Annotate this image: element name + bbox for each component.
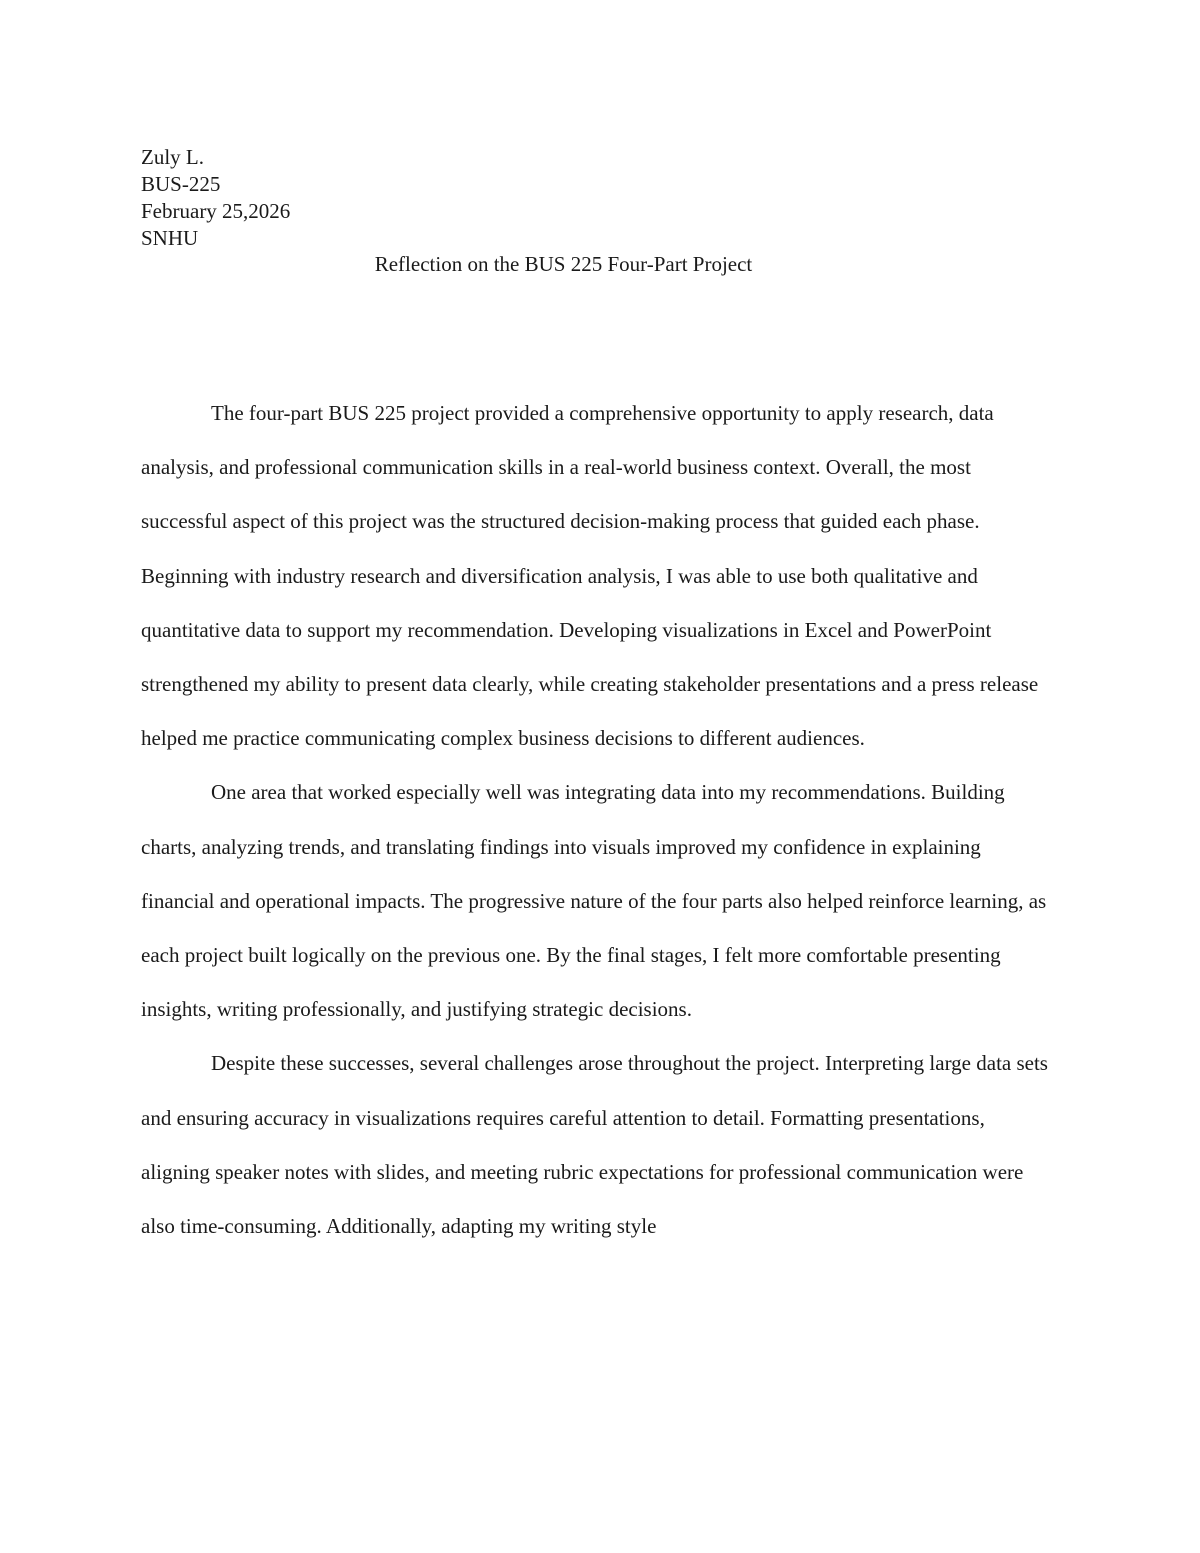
- school-name: SNHU: [141, 226, 199, 250]
- body-paragraph: The four-part BUS 225 project provided a comprehensive opportunity to apply research, data analysis, and professional communication skills in a real-world business context. Overall, the most successful aspect of this project was the structured decision-making process that guided each phase. Beginning with industry research and diversification analysis, I was able to use both qualitative and quantitative data to support my recommendation. Developing visualizations in Excel and PowerPoint strengthened my ability to present data clearly, while creating stakeholder presentations and a press release helped me practice communicating complex business decisions to different audiences.: [141, 401, 1039, 751]
- course-code: BUS-225: [141, 172, 221, 196]
- author-name: Zuly L.: [141, 145, 204, 169]
- document-date: February 25,2026: [141, 199, 291, 223]
- document-body: [141, 386, 1056, 1253]
- body-paragraph: Despite these successes, several challenges arose throughout the project. Interpreting large data sets and ensuring accuracy in visualizations requires careful attention to detail. Formatting presentations, aligning speaker notes with slides, and meeting rubric expectations for professional communication were also time-consuming. Additionally, adapting my writing style: [141, 1051, 1048, 1239]
- document-title: Reflection on the BUS 225 Four-Part Project: [374, 252, 753, 276]
- body-paragraph: One area that worked especially well was integrating data into my recommendations. Building charts, analyzing trends, and translating findings into visuals improved my confidence in explaining financial and operational impacts. The progressive nature of the four parts also helped reinforce learning, as each project built logically on the previous one. By the final stages, I felt more comfortable presenting insights, writing professionally, and justifying strategic decisions.: [141, 780, 1047, 1022]
- document-header: [141, 144, 1061, 252]
